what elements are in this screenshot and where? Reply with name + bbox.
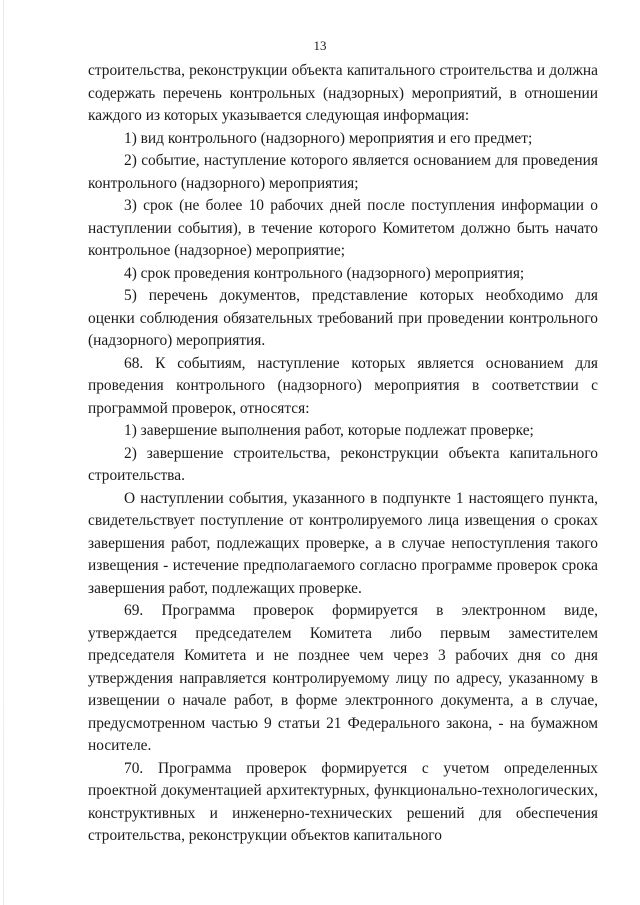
list-item-2: 2) событие, наступление которого является основанием для проведения контрольного (надзорного) мероприятия;: [88, 152, 598, 192]
clause-68: 68. К событиям, наступление которых является основанием для проведения контрольного (надзорного) мероприятия в соответствии с программой проверок, относятся:: [88, 354, 598, 417]
scan-edge: [3, 0, 4, 905]
clause-70: 70. Программа проверок формируется с учетом определенных проектной документацией архитектурных, функционально-технологических, конструктивных и инженерно-технических решений для обеспечения строительства, реконструкции объектов капитального: [88, 759, 598, 844]
clause-68-note: О наступлении события, указанного в подпункте 1 настоящего пункта, свидетельствует поступление от контролируемого лица извещения о сроках завершения работ, подлежащих проверке, а в случае непоступления такого извещения - истечение предполагаемого согласно программе проверок срока завершения работ, подлежащих проверке.: [88, 489, 598, 597]
list-item-3: 3) срок (не более 10 рабочих дней после поступления информации о наступлении события), в течение которого Комитетом должно быть начато контрольное (надзорное) мероприятие;: [88, 197, 598, 259]
paragraph-continuation: строительства, реконструкции объекта капитального строительства и должна содержать перечень контрольных (надзорных) мероприятий, в отношении каждого из которых указывается следующая информация:: [88, 62, 598, 124]
page-number: 13: [313, 38, 327, 53]
list-item-5: 5) перечень документов, представление которых необходимо для оценки соблюдения обязательных требований при проведении контрольного (надзорного) мероприятия.: [88, 287, 598, 349]
clause-69: 69. Программа проверок формируется в электронном виде, утверждается председателем Комитета либо первым заместителем председателя Комитета и не позднее чем через 3 рабочих дня со дня утверждения направляется контролируемому лицу по адресу, указанному в извещении о начале работ, в форме электронного документа, а в случае, предусмотренном частью 9 статьи 21 Федерального закона, - на бумажном носителе.: [88, 602, 598, 754]
document-body: [88, 60, 598, 848]
clause-68-item-2: 2) завершение строительства, реконструкции объекта капитального строительства.: [88, 444, 598, 484]
list-item-1: 1) вид контрольного (надзорного) мероприятия и его предмет;: [124, 129, 533, 147]
list-item-4: 4) срок проведения контрольного (надзорного) мероприятия;: [124, 264, 525, 282]
clause-68-item-1: 1) завершение выполнения работ, которые подлежат проверке;: [124, 422, 534, 439]
